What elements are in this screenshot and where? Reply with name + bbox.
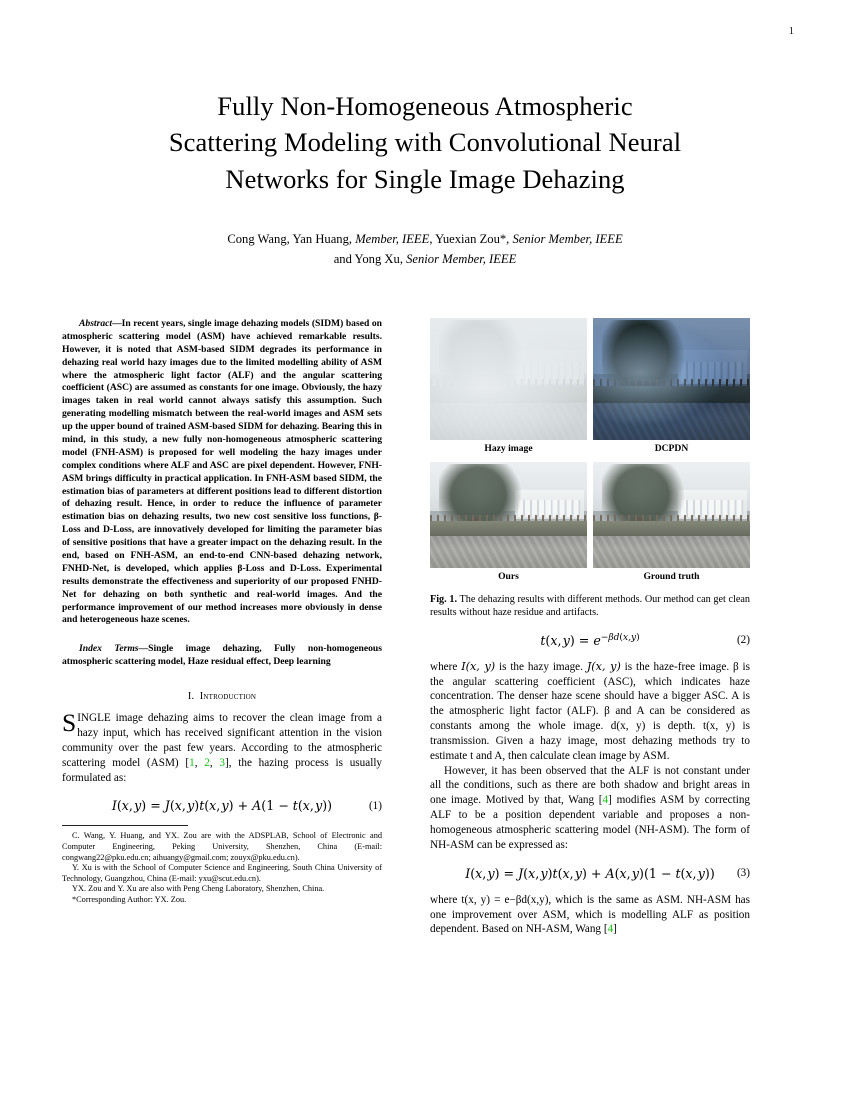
footnote-3: YX. Zou and Y. Xu are also with Peng Cheng Laboratory, Shenzhen, China. <box>72 884 325 894</box>
abstract-dash: — <box>112 318 122 329</box>
where-text-e: is the haze-free image. β is the angular scattering coefficient (ASC), which indicates haze concentration. The denser haze scene should have a bigger ASC. A is the atmospheric light factor (ALF). β and A can be considered as constants among the whole image. d(x, y) is depth. t(x, y) is transmission. Given a hazy image, most dehazing methods try to estimate t and A, then calculate clean image by ASM. <box>430 660 750 762</box>
introduction-text-b: ], the hazing process is usually formulated as: <box>62 756 383 784</box>
footnote-divider <box>62 825 188 826</box>
citation-sep-2: , <box>209 756 220 769</box>
equation-1 <box>62 798 382 813</box>
equation-3 <box>430 866 750 881</box>
citation-1[interactable]: 1 <box>189 756 195 769</box>
equation-1-number: (1) <box>368 799 382 812</box>
section-number: I. <box>187 691 195 703</box>
author-line-1-part-b: Member, IEEE <box>355 231 430 246</box>
introduction-paragraph-1 <box>62 708 383 785</box>
figure-panel-label-hazy: Hazy image <box>484 443 533 454</box>
author-list <box>60 229 790 269</box>
drop-cap: S <box>62 708 77 738</box>
introduction-text-a: INGLE image dehazing aims to recover the clean image from a hazy input, which has received significant attention in the vision community over the past few years. According to the atmospheric scattering model (ASM) [ <box>62 712 382 769</box>
figure-panel-label-ours: Ours <box>498 571 519 582</box>
author-line-1-part-c: , Yuexian Zou*, <box>429 231 513 246</box>
last-text-b: ] <box>613 923 617 936</box>
right-paragraph-last <box>430 893 750 938</box>
page-number: 1 <box>788 26 794 37</box>
abstract-text: In recent years, single image dehazing models (SIDM) based on atmospheric scattering model (ASM) have achieved remarkable results. However, it is noted that ASM-based SIDM degrades its performance in dehazing real world hazy images due to the limited modelling ability of ASM where the atmospheric light factor (ALF) and the angular scattering coefficient (ASC) are assumed as constants for one image. Obviously, the hazy images taken in real world cannot always satisfy this assumption. Such generating modelling mismatch between the real-world images and ASM sets up the upper bound of trained ASM-based SIDM for dehazing. Bearing this in mind, in this study, a new fully non-homogeneous atmospheric scattering model (FNH-ASM) is proposed for well modeling the hazy images under complex conditions where ALF and ASC are pixel dependent. However, FNH-ASM brings difficulty in practical application. In FNH-ASM based SIDM, the estimation bias of parameters at different positions lead to different distortion of dehazing result. Hence, in order to reduce the influence of parameter estimation bias on dehazing results, two new cost sensitive loss functions, β-Loss and D-Loss, are innovatively developed for limiting the parameter bias of sensitive positions that have a greater impact on the dehazing result. In the end, based on FNH-ASM, an end-to-end CNN-based dehazing network, FNHD-Net, is developed, which applies β-Loss and D-Loss. Experimental results demonstrate the effectiveness and superiority of our proposed FNHD-Net for dehazing on both synthetic and real-world images. And the performance improvement of our method increases more obviously in dense and heterogeneous haze scenes. <box>62 318 382 626</box>
where-text-a: where <box>430 660 462 673</box>
right-column <box>430 318 750 937</box>
figure-image-dcpdn <box>593 318 750 440</box>
citation-3[interactable]: 3 <box>219 756 225 769</box>
author-line-1-part-d: Senior Member, IEEE <box>512 231 623 246</box>
right-paragraph-where <box>430 660 750 764</box>
body-columns <box>62 318 788 1078</box>
author-line-1-part-a: Cong Wang, Yan Huang, <box>227 231 356 246</box>
index-terms-paragraph <box>62 643 382 669</box>
citation-4[interactable]: 4 <box>602 794 609 807</box>
last-text-a: where t(x, y) = e−βd(x,y), which is the same as ASM. NH-ASM has one improvement over ASM, which is modelling ALF as position dependent. Based on NH-ASM, Wang [ <box>430 893 750 936</box>
author-line-2-part-a: and Yong Xu, <box>333 252 407 267</box>
figure-caption-text: The dehazing results with different methods. Our method can get clean results without haze residue and artifacts. <box>430 594 750 619</box>
left-column <box>62 318 382 906</box>
figure-panel-label-dcpdn: DCPDN <box>654 443 689 454</box>
title-block <box>60 88 790 269</box>
footnote-1: C. Wang, Y. Huang, and YX. Zou are with the ADSPLAB, School of Electronic and Computer Engineering, Peking University, Shenzhen, China (E-mail: congwang22@pku.edu.cn; aihuangy@gmail.com; zouyx@pku.edu.cn). <box>62 831 382 862</box>
title-line-2: Scattering Modeling with Convolutional Neural <box>168 127 682 158</box>
section-heading-introduction <box>62 691 382 702</box>
figure-panel-grid <box>430 318 750 586</box>
index-terms-lead-label: Index Terms <box>79 643 139 655</box>
figure-panel-hazy <box>430 318 587 458</box>
equation-2 <box>430 633 750 648</box>
abstract-lead-label: Abstract <box>79 318 113 329</box>
citation-2[interactable]: 2 <box>204 756 210 769</box>
however-text-a: However, it has been observed that the ALF is not constant under all the conditions, such as there are both shadow and bright areas in one image. Motived by that, Wang [ <box>430 764 750 807</box>
citation-4b[interactable]: 4 <box>607 923 614 936</box>
abstract-paragraph <box>62 318 382 627</box>
title-line-1: Fully Non-Homogeneous Atmospheric <box>217 91 633 121</box>
index-terms-text: Single image dehazing, Fully non-homogeneous atmospheric scattering model, Haze residual effect, Deep learning <box>62 643 382 668</box>
where-symbol-J: J(x, y) <box>586 659 621 673</box>
however-text-b: ] modifies ASM by correcting ALF to be a position dependent variable and proposes a non-homogeneous atmospheric scattering model (NH-ASM). The form of NH-ASM can be expressed as: <box>430 794 751 851</box>
figure-image-ground-truth <box>593 462 750 568</box>
title-line-3: Networks for Single Image Dehazing <box>225 163 625 194</box>
author-line-2-part-b: Senior Member, IEEE <box>406 252 517 267</box>
section-label: Introduction <box>199 691 257 703</box>
figure-panel-label-ground-truth: Ground truth <box>643 571 700 582</box>
figure-1 <box>430 318 750 620</box>
right-paragraph-however <box>430 764 750 853</box>
where-symbol-I: I(x, y) <box>461 659 496 673</box>
figure-image-hazy <box>430 318 587 440</box>
page-title <box>60 88 790 197</box>
equation-3-expression: I(x, y) = J(x, y)t(x, y) + A(x, y)(1 − t(x, y)) <box>465 865 715 881</box>
figure-panel-ground-truth <box>593 462 750 586</box>
figure-image-ours <box>430 462 587 568</box>
figure-panel-ours <box>430 462 587 586</box>
figure-caption-label: Fig. 1. <box>430 594 458 605</box>
where-text-c: is the hazy image. <box>495 660 587 673</box>
equation-3-number: (3) <box>736 867 750 880</box>
figure-panel-dcpdn <box>593 318 750 458</box>
equation-2-expression: t(x, $y) = e^{-\beta d(x,y)}$ <box>540 632 640 648</box>
figure-caption <box>430 593 750 620</box>
footnote-4: *Corresponding Author: YX. Zou. <box>72 895 187 905</box>
equation-2-number: (2) <box>736 634 750 647</box>
equation-1-expression: I(x, y) = J(x, y)t(x, y) + A(1 − t(x, y)) <box>111 798 333 814</box>
citation-sep-1: , <box>194 756 205 769</box>
footnote-2: Y. Xu is with the School of Computer Science and Engineering, South China University of Technology, Guangzhou, China (E-mail: yxu@scut.edu.cn). <box>62 863 382 883</box>
index-terms-dash: — <box>138 643 149 655</box>
